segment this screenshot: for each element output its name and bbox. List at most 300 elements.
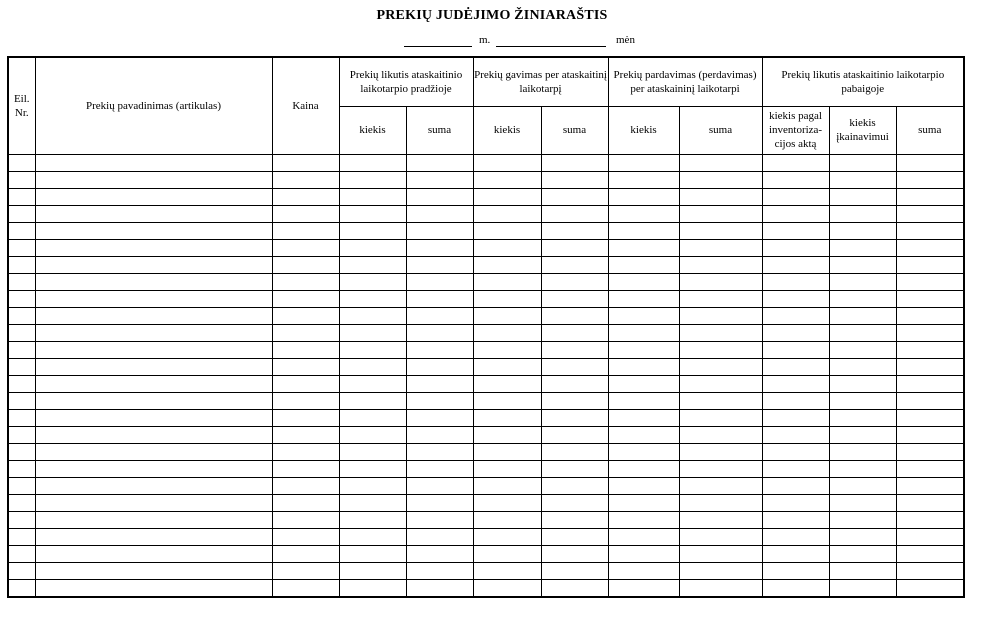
table-cell[interactable] [35, 188, 272, 205]
table-cell[interactable] [896, 273, 964, 290]
table-cell[interactable] [8, 443, 35, 460]
table-cell[interactable] [896, 375, 964, 392]
table-cell[interactable] [272, 562, 339, 579]
table-cell[interactable] [272, 494, 339, 511]
table-cell[interactable] [541, 426, 608, 443]
table-cell[interactable] [8, 511, 35, 528]
table-cell[interactable] [679, 188, 762, 205]
table-cell[interactable] [608, 392, 679, 409]
table-cell[interactable] [896, 443, 964, 460]
table-cell[interactable] [406, 154, 473, 171]
table-cell[interactable] [339, 443, 406, 460]
table-cell[interactable] [406, 358, 473, 375]
table-cell[interactable] [541, 375, 608, 392]
table-cell[interactable] [896, 358, 964, 375]
table-cell[interactable] [406, 171, 473, 188]
table-cell[interactable] [762, 256, 829, 273]
table-cell[interactable] [272, 477, 339, 494]
table-cell[interactable] [272, 171, 339, 188]
table-cell[interactable] [679, 426, 762, 443]
table-cell[interactable] [8, 528, 35, 545]
table-cell[interactable] [339, 409, 406, 426]
table-cell[interactable] [608, 562, 679, 579]
table-cell[interactable] [679, 545, 762, 562]
table-cell[interactable] [8, 154, 35, 171]
table-cell[interactable] [829, 205, 896, 222]
table-cell[interactable] [896, 205, 964, 222]
table-cell[interactable] [679, 562, 762, 579]
table-cell[interactable] [541, 477, 608, 494]
table-cell[interactable] [608, 494, 679, 511]
table-cell[interactable] [762, 545, 829, 562]
table-cell[interactable] [473, 426, 541, 443]
table-cell[interactable] [339, 239, 406, 256]
table-cell[interactable] [35, 460, 272, 477]
table-cell[interactable] [339, 426, 406, 443]
table-cell[interactable] [896, 426, 964, 443]
table-cell[interactable] [473, 528, 541, 545]
table-cell[interactable] [829, 256, 896, 273]
table-cell[interactable] [35, 324, 272, 341]
table-cell[interactable] [272, 239, 339, 256]
month-blank[interactable] [496, 46, 606, 47]
table-cell[interactable] [608, 290, 679, 307]
table-cell[interactable] [339, 579, 406, 597]
table-cell[interactable] [541, 154, 608, 171]
table-cell[interactable] [541, 188, 608, 205]
table-cell[interactable] [406, 205, 473, 222]
table-cell[interactable] [35, 545, 272, 562]
table-cell[interactable] [339, 528, 406, 545]
table-cell[interactable] [406, 392, 473, 409]
table-cell[interactable] [8, 375, 35, 392]
table-cell[interactable] [679, 307, 762, 324]
table-cell[interactable] [339, 256, 406, 273]
table-cell[interactable] [679, 494, 762, 511]
table-cell[interactable] [541, 290, 608, 307]
table-cell[interactable] [35, 392, 272, 409]
table-cell[interactable] [339, 545, 406, 562]
table-cell[interactable] [406, 188, 473, 205]
table-cell[interactable] [608, 222, 679, 239]
table-cell[interactable] [8, 358, 35, 375]
table-cell[interactable] [473, 392, 541, 409]
table-cell[interactable] [35, 307, 272, 324]
table-cell[interactable] [8, 392, 35, 409]
table-cell[interactable] [406, 256, 473, 273]
table-cell[interactable] [473, 171, 541, 188]
table-cell[interactable] [8, 273, 35, 290]
table-cell[interactable] [272, 188, 339, 205]
table-cell[interactable] [896, 409, 964, 426]
table-cell[interactable] [272, 426, 339, 443]
table-cell[interactable] [541, 443, 608, 460]
table-cell[interactable] [8, 307, 35, 324]
table-cell[interactable] [541, 239, 608, 256]
table-cell[interactable] [406, 409, 473, 426]
table-cell[interactable] [541, 392, 608, 409]
table-cell[interactable] [272, 460, 339, 477]
table-cell[interactable] [339, 477, 406, 494]
table-cell[interactable] [8, 205, 35, 222]
table-cell[interactable] [272, 324, 339, 341]
table-cell[interactable] [679, 477, 762, 494]
table-cell[interactable] [762, 290, 829, 307]
table-cell[interactable] [406, 426, 473, 443]
table-cell[interactable] [339, 341, 406, 358]
table-cell[interactable] [272, 375, 339, 392]
table-cell[interactable] [762, 511, 829, 528]
table-cell[interactable] [829, 188, 896, 205]
table-cell[interactable] [541, 358, 608, 375]
table-cell[interactable] [829, 154, 896, 171]
table-cell[interactable] [608, 154, 679, 171]
table-cell[interactable] [35, 562, 272, 579]
table-cell[interactable] [829, 477, 896, 494]
table-cell[interactable] [608, 273, 679, 290]
table-cell[interactable] [541, 528, 608, 545]
table-cell[interactable] [896, 392, 964, 409]
table-cell[interactable] [762, 171, 829, 188]
table-cell[interactable] [896, 528, 964, 545]
table-cell[interactable] [829, 171, 896, 188]
table-cell[interactable] [608, 307, 679, 324]
table-cell[interactable] [679, 256, 762, 273]
table-cell[interactable] [541, 205, 608, 222]
table-cell[interactable] [679, 375, 762, 392]
table-cell[interactable] [896, 562, 964, 579]
table-cell[interactable] [762, 477, 829, 494]
table-cell[interactable] [339, 154, 406, 171]
table-cell[interactable] [829, 460, 896, 477]
table-cell[interactable] [8, 460, 35, 477]
table-cell[interactable] [829, 545, 896, 562]
table-cell[interactable] [35, 222, 272, 239]
table-cell[interactable] [35, 256, 272, 273]
table-cell[interactable] [762, 375, 829, 392]
table-cell[interactable] [406, 443, 473, 460]
table-cell[interactable] [35, 494, 272, 511]
table-cell[interactable] [608, 188, 679, 205]
table-cell[interactable] [473, 222, 541, 239]
table-cell[interactable] [762, 188, 829, 205]
table-cell[interactable] [762, 443, 829, 460]
table-cell[interactable] [679, 511, 762, 528]
table-cell[interactable] [679, 358, 762, 375]
table-cell[interactable] [541, 171, 608, 188]
table-cell[interactable] [541, 562, 608, 579]
table-cell[interactable] [762, 239, 829, 256]
table-cell[interactable] [339, 460, 406, 477]
table-cell[interactable] [8, 290, 35, 307]
table-cell[interactable] [829, 307, 896, 324]
table-cell[interactable] [679, 154, 762, 171]
table-cell[interactable] [406, 545, 473, 562]
table-cell[interactable] [679, 341, 762, 358]
table-cell[interactable] [473, 494, 541, 511]
table-cell[interactable] [406, 307, 473, 324]
table-cell[interactable] [829, 409, 896, 426]
table-cell[interactable] [406, 273, 473, 290]
table-cell[interactable] [608, 443, 679, 460]
table-cell[interactable] [406, 562, 473, 579]
table-cell[interactable] [35, 443, 272, 460]
table-cell[interactable] [829, 443, 896, 460]
table-cell[interactable] [272, 409, 339, 426]
table-cell[interactable] [608, 205, 679, 222]
table-cell[interactable] [829, 341, 896, 358]
table-cell[interactable] [8, 171, 35, 188]
table-cell[interactable] [8, 494, 35, 511]
table-cell[interactable] [473, 273, 541, 290]
table-cell[interactable] [762, 307, 829, 324]
table-cell[interactable] [35, 239, 272, 256]
table-cell[interactable] [896, 545, 964, 562]
table-cell[interactable] [473, 341, 541, 358]
table-cell[interactable] [406, 528, 473, 545]
table-cell[interactable] [679, 205, 762, 222]
table-cell[interactable] [608, 375, 679, 392]
table-cell[interactable] [473, 562, 541, 579]
table-cell[interactable] [473, 188, 541, 205]
table-cell[interactable] [8, 256, 35, 273]
table-cell[interactable] [679, 290, 762, 307]
table-cell[interactable] [762, 222, 829, 239]
table-cell[interactable] [272, 341, 339, 358]
table-cell[interactable] [762, 341, 829, 358]
table-cell[interactable] [8, 477, 35, 494]
table-cell[interactable] [896, 222, 964, 239]
table-cell[interactable] [762, 154, 829, 171]
table-cell[interactable] [829, 579, 896, 597]
table-cell[interactable] [339, 324, 406, 341]
table-cell[interactable] [8, 222, 35, 239]
table-cell[interactable] [272, 358, 339, 375]
table-cell[interactable] [608, 239, 679, 256]
table-cell[interactable] [762, 273, 829, 290]
table-cell[interactable] [829, 239, 896, 256]
table-cell[interactable] [339, 562, 406, 579]
table-cell[interactable] [35, 409, 272, 426]
table-cell[interactable] [272, 154, 339, 171]
table-cell[interactable] [896, 188, 964, 205]
table-cell[interactable] [608, 171, 679, 188]
table-cell[interactable] [679, 528, 762, 545]
table-cell[interactable] [541, 511, 608, 528]
table-cell[interactable] [541, 545, 608, 562]
table-cell[interactable] [896, 239, 964, 256]
table-cell[interactable] [762, 392, 829, 409]
table-cell[interactable] [8, 545, 35, 562]
table-cell[interactable] [896, 307, 964, 324]
table-cell[interactable] [829, 494, 896, 511]
table-cell[interactable] [541, 256, 608, 273]
table-cell[interactable] [541, 341, 608, 358]
table-cell[interactable] [473, 239, 541, 256]
table-cell[interactable] [339, 205, 406, 222]
table-cell[interactable] [679, 239, 762, 256]
table-cell[interactable] [896, 477, 964, 494]
table-cell[interactable] [272, 273, 339, 290]
table-cell[interactable] [406, 511, 473, 528]
table-cell[interactable] [272, 290, 339, 307]
table-cell[interactable] [35, 426, 272, 443]
table-cell[interactable] [608, 528, 679, 545]
table-cell[interactable] [608, 256, 679, 273]
table-cell[interactable] [608, 358, 679, 375]
table-cell[interactable] [473, 358, 541, 375]
table-cell[interactable] [8, 579, 35, 597]
table-cell[interactable] [339, 171, 406, 188]
table-cell[interactable] [608, 426, 679, 443]
table-cell[interactable] [406, 222, 473, 239]
table-cell[interactable] [679, 460, 762, 477]
table-cell[interactable] [473, 307, 541, 324]
table-cell[interactable] [35, 171, 272, 188]
table-cell[interactable] [473, 443, 541, 460]
table-cell[interactable] [35, 290, 272, 307]
table-cell[interactable] [8, 426, 35, 443]
table-cell[interactable] [679, 579, 762, 597]
table-cell[interactable] [406, 477, 473, 494]
table-cell[interactable] [679, 409, 762, 426]
table-cell[interactable] [339, 494, 406, 511]
table-cell[interactable] [473, 154, 541, 171]
table-cell[interactable] [541, 460, 608, 477]
table-cell[interactable] [762, 579, 829, 597]
table-cell[interactable] [272, 222, 339, 239]
table-cell[interactable] [339, 290, 406, 307]
table-cell[interactable] [608, 579, 679, 597]
table-cell[interactable] [608, 341, 679, 358]
table-cell[interactable] [473, 256, 541, 273]
table-cell[interactable] [762, 562, 829, 579]
table-cell[interactable] [35, 511, 272, 528]
table-cell[interactable] [35, 205, 272, 222]
table-cell[interactable] [473, 205, 541, 222]
table-cell[interactable] [679, 273, 762, 290]
table-cell[interactable] [679, 443, 762, 460]
table-cell[interactable] [339, 188, 406, 205]
table-cell[interactable] [762, 494, 829, 511]
table-cell[interactable] [608, 477, 679, 494]
table-cell[interactable] [679, 222, 762, 239]
table-cell[interactable] [896, 579, 964, 597]
table-cell[interactable] [473, 290, 541, 307]
table-cell[interactable] [473, 477, 541, 494]
table-cell[interactable] [608, 511, 679, 528]
table-cell[interactable] [339, 273, 406, 290]
table-cell[interactable] [35, 273, 272, 290]
table-cell[interactable] [829, 324, 896, 341]
table-cell[interactable] [829, 511, 896, 528]
table-cell[interactable] [8, 562, 35, 579]
table-cell[interactable] [829, 562, 896, 579]
table-cell[interactable] [473, 545, 541, 562]
table-cell[interactable] [829, 528, 896, 545]
table-cell[interactable] [896, 494, 964, 511]
table-cell[interactable] [339, 358, 406, 375]
table-cell[interactable] [541, 307, 608, 324]
table-cell[interactable] [272, 205, 339, 222]
table-cell[interactable] [762, 409, 829, 426]
table-cell[interactable] [829, 375, 896, 392]
table-cell[interactable] [8, 188, 35, 205]
table-cell[interactable] [829, 290, 896, 307]
table-cell[interactable] [829, 273, 896, 290]
table-cell[interactable] [339, 222, 406, 239]
table-cell[interactable] [272, 528, 339, 545]
table-cell[interactable] [35, 358, 272, 375]
table-cell[interactable] [406, 579, 473, 597]
table-cell[interactable] [339, 375, 406, 392]
table-cell[interactable] [406, 239, 473, 256]
table-cell[interactable] [896, 341, 964, 358]
table-cell[interactable] [35, 375, 272, 392]
table-cell[interactable] [473, 375, 541, 392]
table-cell[interactable] [896, 324, 964, 341]
table-cell[interactable] [272, 392, 339, 409]
table-cell[interactable] [829, 222, 896, 239]
table-cell[interactable] [272, 579, 339, 597]
table-cell[interactable] [272, 256, 339, 273]
table-cell[interactable] [541, 222, 608, 239]
table-cell[interactable] [608, 409, 679, 426]
table-cell[interactable] [272, 443, 339, 460]
table-cell[interactable] [339, 511, 406, 528]
table-cell[interactable] [541, 273, 608, 290]
table-cell[interactable] [473, 409, 541, 426]
table-cell[interactable] [679, 392, 762, 409]
table-cell[interactable] [608, 545, 679, 562]
table-cell[interactable] [406, 341, 473, 358]
table-cell[interactable] [896, 256, 964, 273]
table-cell[interactable] [406, 494, 473, 511]
table-cell[interactable] [35, 528, 272, 545]
table-cell[interactable] [541, 324, 608, 341]
table-cell[interactable] [762, 324, 829, 341]
table-cell[interactable] [608, 324, 679, 341]
table-cell[interactable] [272, 307, 339, 324]
table-cell[interactable] [829, 426, 896, 443]
table-cell[interactable] [608, 460, 679, 477]
table-cell[interactable] [896, 154, 964, 171]
table-cell[interactable] [406, 375, 473, 392]
table-cell[interactable] [406, 290, 473, 307]
table-cell[interactable] [762, 205, 829, 222]
table-cell[interactable] [896, 511, 964, 528]
table-cell[interactable] [473, 460, 541, 477]
table-cell[interactable] [473, 579, 541, 597]
table-cell[interactable] [896, 290, 964, 307]
table-cell[interactable] [35, 477, 272, 494]
table-cell[interactable] [8, 239, 35, 256]
table-cell[interactable] [541, 409, 608, 426]
table-cell[interactable] [272, 511, 339, 528]
table-cell[interactable] [762, 528, 829, 545]
year-blank[interactable] [404, 46, 472, 47]
table-cell[interactable] [35, 341, 272, 358]
table-cell[interactable] [762, 460, 829, 477]
table-cell[interactable] [35, 154, 272, 171]
table-cell[interactable] [272, 545, 339, 562]
table-cell[interactable] [762, 358, 829, 375]
table-cell[interactable] [896, 171, 964, 188]
table-cell[interactable] [339, 307, 406, 324]
table-cell[interactable] [896, 460, 964, 477]
table-cell[interactable] [8, 409, 35, 426]
table-cell[interactable] [473, 511, 541, 528]
